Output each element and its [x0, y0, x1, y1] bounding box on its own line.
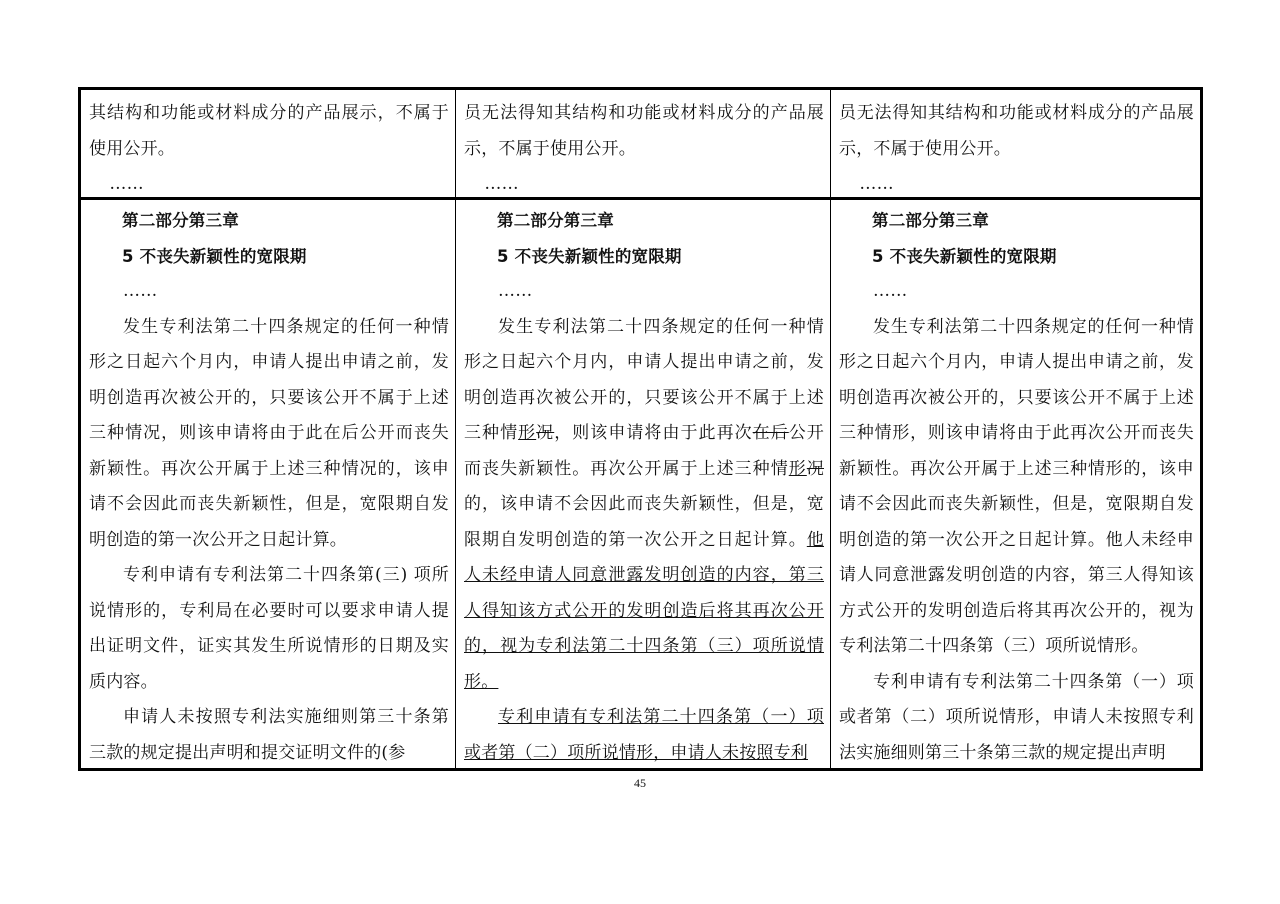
paragraph: 专利申请有专利法第二十四条第（一）项或者第（二）项所说情形，申请人未按照专利法实施细则第三十条第三款的规定提出声明 [839, 671, 1194, 763]
paragraph: 发生专利法第二十四条规定的任何一种情形之日起六个月内，申请人提出申请之前，发明创造再次被公开的，只要该公开不属于上述三种情况，则该申请将由于此在后公开而丧失新颖性。再次公开属于上述三种情况的，该申请不会因此而丧失新颖性，但是，宽限期自发明创造的第一次公开之日起计算。 [89, 316, 449, 550]
row2-col1-cell [81, 200, 456, 768]
inserted-text: 专利申请有专利法第二十四条第（一）项或者第（二）项所说情形，申请人未按照专利 [464, 707, 824, 763]
row1-col1-cell [81, 90, 456, 200]
ellipsis: …… [873, 281, 908, 301]
deleted-text: 况 [536, 423, 555, 443]
deleted-text: 况 [806, 458, 824, 479]
row1-col2-ellipsis: …… [484, 174, 519, 194]
inserted-text: 他人未经申请人同意泄露发明创造的内容，第三人得知该方式公开的发明创造后将其再次公开的，视为专利法第二十四条第（三）项所说情形。 [464, 529, 824, 692]
row1-col3-text: 员无法得知其结构和功能或材料成分的产品展示，不属于使用公开。 [839, 103, 1194, 159]
row1-col1-ellipsis: …… [109, 174, 144, 194]
section-heading: 第二部分第三章 [122, 211, 239, 230]
section-heading: 第二部分第三章 [872, 211, 989, 230]
comparison-table [78, 87, 1203, 771]
deleted-text: 在后 [752, 423, 789, 443]
section-subheading: 5 不丧失新颖性的宽限期 [122, 246, 307, 266]
paragraph: 发生专利法第二十四条规定的任何一种情形之日起六个月内，申请人提出申请之前，发明创造再次被公开的，只要该公开不属于上述三种情形，则该申请将由于此再次公开而丧失新颖性。再次公开属于上述三种情形的，该申请不会因此而丧失新颖性，但是，宽限期自发明创造的第一次公开之日起计算。他人未经申请人同意泄露发明创造的内容，第三人得知该方式公开的发明创造后将其再次公开的，视为专利法第二十四条第（三）项所说情形。 [839, 316, 1194, 656]
inserted-text: 形 [518, 423, 537, 443]
row1-col1-text: 其结构和功能或材料成分的产品展示，不属于使用公开。 [89, 103, 449, 159]
inserted-text: 形 [788, 458, 807, 479]
row1-col3-cell [831, 90, 1200, 200]
ellipsis: …… [123, 281, 158, 301]
revised-paragraph [464, 310, 824, 701]
text-run: ，则该申请将由于此再次 [554, 423, 753, 443]
text-run: 的，该申请不会因此而丧失新颖性，但是，宽限期自发明创造的第一次公开之日起计算。 [464, 494, 824, 550]
text-run: 公开而丧失新颖性。再次公开属于上述三种情 [464, 423, 825, 479]
text-run: 发生专利法第二十四条规定的任何一种情形之日起六个月内，申请人提出申请之前，发明创造再次被公开的，只要该公开不属于上述三种情 [464, 316, 824, 443]
section-subheading: 5 不丧失新颖性的宽限期 [872, 246, 1057, 266]
row1-col2-text: 员无法得知其结构和功能或材料成分的产品展示，不属于使用公开。 [464, 103, 824, 159]
row2-col2-cell [456, 200, 831, 768]
section-heading: 第二部分第三章 [497, 211, 614, 230]
section-subheading: 5 不丧失新颖性的宽限期 [497, 246, 682, 266]
revised-paragraph [464, 700, 824, 768]
row1-col3-ellipsis: …… [859, 174, 894, 194]
page-number: 45 [634, 776, 646, 790]
row1-col2-cell [456, 90, 831, 200]
ellipsis: …… [498, 281, 533, 301]
row2-col3-cell [831, 200, 1200, 768]
paragraph: 专利申请有专利法第二十四条第(三) 项所说情形的，专利局在必要时可以要求申请人提出证明文件，证实其发生所说情形的日期及实质内容。 [89, 565, 449, 692]
paragraph: 申请人未按照专利法实施细则第三十条第三款的规定提出声明和提交证明文件的(参 [89, 707, 449, 763]
